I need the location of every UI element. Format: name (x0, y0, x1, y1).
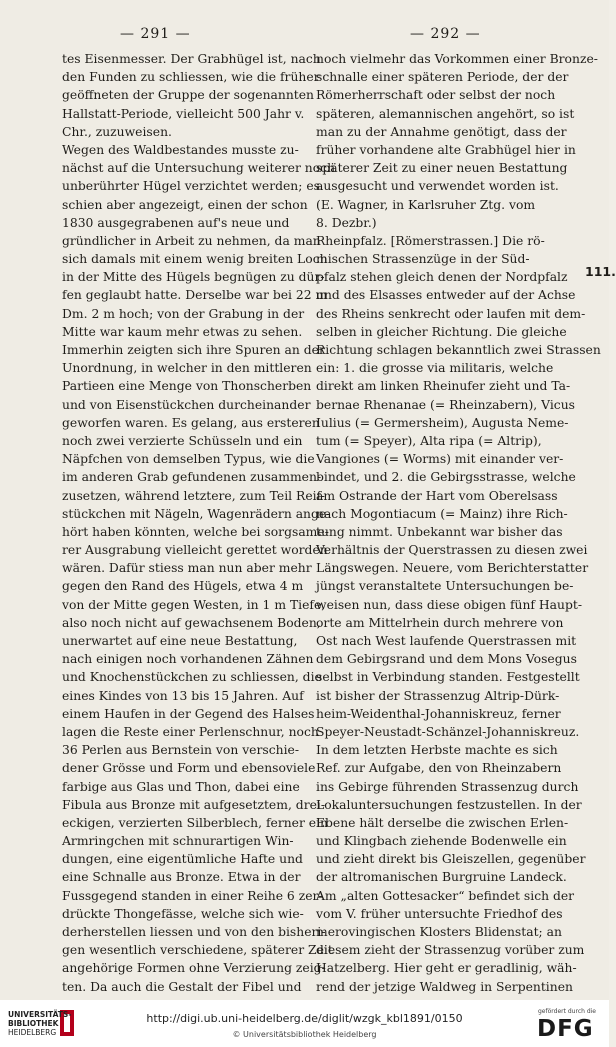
text-line: ein: 1. die grosse via militaris, welche (316, 361, 554, 376)
text-line: Verhältnis der Querstrassen zu diesen zwei (316, 543, 588, 558)
text-line: mischen Strassenzüge in der Süd- (316, 252, 530, 267)
text-line: bernae Rhenanae (= Rheinzabern), Vicus (316, 397, 575, 412)
text-line: fen geglaubt hatte. Derselbe war bei 22 m (62, 288, 328, 303)
text-line: schien aber angezeigt, einen der schon (62, 197, 308, 212)
text-line: Unordnung, in welcher in den mittleren (62, 361, 312, 376)
text-line: hört haben könnten, welche bei sorgsame- (62, 524, 329, 539)
text-line: nächst auf die Untersuchung weiterer noch (62, 161, 336, 176)
text-line: einem Haufen in der Gegend des Halses (62, 706, 315, 721)
text-line: früher vorhandene alte Grabhügel hier in (316, 142, 576, 157)
text-line: eine Schnalle aus Bronze. Etwa in der (62, 870, 301, 885)
text-line: ausgesucht und verwendet worden ist. (316, 179, 559, 194)
text-line: Ref. zur Aufgabe, den von Rheinzabern (316, 761, 562, 776)
text-line: Richtung schlagen bekanntlich zwei Strassen (316, 343, 601, 357)
text-line: Wegen des Waldbestandes musste zu- (62, 142, 299, 157)
text-line: der altromanischen Burgruine Landeck. (316, 870, 567, 885)
text-line: geworfen waren. Es gelang, aus ersteren (62, 415, 320, 430)
page-number-left: — 291 — (120, 26, 191, 42)
text-line: lagen die Reste einer Perlenschnur, noch (62, 724, 319, 739)
text-line: ten. Da auch die Gestalt der Fibel und (62, 979, 302, 994)
text-line: späterer Zeit zu einer neuen Bestattung (316, 161, 568, 176)
library-name-line: BIBLIOTHEK (8, 1019, 59, 1028)
text-line: unerwartet auf eine neue Bestattung, (62, 634, 298, 648)
text-line: bindet, und 2. die Gebirgsstrasse, welche (316, 470, 576, 485)
text-line: im anderen Grab gefundenen zusammen- (62, 470, 322, 485)
page-number-right: — 292 — (410, 26, 481, 42)
text-line: Fussgegend standen in einer Reihe 6 zer- (62, 888, 323, 903)
dfg-logo: DFG (537, 1016, 594, 1042)
text-line: Hatzelberg. Hier geht er geradlinig, wäh- (316, 961, 577, 976)
text-line: 36 Perlen aus Bernstein von verschie- (62, 743, 300, 758)
text-line: Fibula aus Bronze mit aufgesetztem, drei- (62, 797, 326, 812)
text-line: und zieht direkt bis Gleiszellen, gegenüber (316, 852, 586, 867)
text-line: Ost nach West laufende Querstrassen mit (316, 634, 577, 648)
text-line: gegen den Rand des Hügels, etwa 4 m (62, 579, 304, 594)
text-line: ins Gebirge führenden Strassenzug durch (316, 779, 579, 794)
text-line: zusetzen, während letztere, zum Teil Reif- (62, 488, 325, 503)
text-line: den Funden zu schliessen, wie die früher (62, 70, 320, 85)
text-line: Chr., zuzuweisen. (62, 124, 172, 139)
text-line: Ebene hält derselbe die zwischen Erlen- (316, 815, 569, 830)
text-line: Speyer-Neustadt-Schänzel-Johanniskreuz. (316, 724, 580, 739)
text-line: und des Elsasses entweder auf der Achse (316, 288, 576, 303)
page-header (0, 26, 609, 48)
text-line: Mitte war kaum mehr etwas zu sehen. (62, 324, 303, 339)
text-line: noch vielmehr das Vorkommen einer Bronze- (316, 52, 598, 66)
text-line: schnalle einer späteren Periode, der der (316, 70, 569, 85)
text-line: Vangiones (= Worms) mit einander ver- (316, 452, 564, 467)
text-line: dungen, eine eigentümliche Hafte und (62, 852, 303, 867)
text-line: wären. Dafür stiess man nun aber mehr (62, 561, 312, 576)
text-line: und von Eisenstückchen durcheinander (62, 397, 311, 412)
left-text-column (62, 50, 336, 996)
text-line: 1830 ausgegrabenen auf's neue und (62, 215, 290, 230)
text-line: Lokaluntersuchungen festzustellen. In der (316, 797, 582, 812)
text-line: rer Ausgrabung vielleicht gerettet worden (62, 543, 328, 558)
text-line: noch zwei verzierte Schüsseln und ein (62, 433, 303, 448)
text-line: Immerhin zeigten sich ihre Spuren an der (62, 343, 325, 357)
library-name-line: UNIVERSITÄTS- (8, 1010, 72, 1019)
text-line: eines Kindes von 13 bis 15 Jahren. Auf (62, 688, 304, 703)
text-line: des Rheins senkrecht oder laufen mit dem- (316, 306, 586, 321)
text-line: späteren, alemannischen angehört, so ist (316, 106, 575, 121)
text-line: tum (= Speyer), Alta ripa (= Altrip), (316, 433, 542, 448)
funding-note: gefördert durch die (538, 1008, 596, 1015)
text-line: selben in gleicher Richtung. Die gleiche (316, 324, 567, 339)
text-line: direkt am linken Rheinufer zieht und Ta- (316, 379, 571, 394)
text-line: Hallstatt-Periode, vielleicht 500 Jahr v. (62, 106, 305, 121)
text-line: ist bisher der Strassenzug Altrip-Dürk- (316, 688, 560, 703)
text-line: farbige aus Glas und Thon, dabei eine (62, 779, 300, 794)
text-line: eckigen, verzierten Silberblech, ferner ein (62, 815, 329, 830)
copyright-note: © Universitätsbibliothek Heidelberg (232, 1030, 377, 1039)
text-line: Dm. 2 m hoch; von der Grabung in der (62, 306, 305, 321)
text-line: heim-Weidenthal-Johanniskreuz, ferner (316, 706, 561, 721)
text-line: am Ostrande der Hart vom Oberelsass (316, 488, 558, 503)
text-line: unberührter Hügel verzichtet werden; es (62, 179, 320, 194)
text-line: und Klingbach ziehende Bodenwelle ein (316, 834, 567, 849)
text-line: Längswegen. Neuere, vom Berichterstatter (316, 561, 589, 576)
library-name-line: HEIDELBERG (8, 1028, 57, 1037)
text-line: tung nimmt. Unbekannt war bisher das (316, 524, 563, 539)
text-line: diesem zieht der Strassenzug vorüber zum (316, 943, 585, 958)
text-line: sich damals mit einem wenig breiten Loch (62, 252, 328, 267)
text-line: nach einigen noch vorhandenen Zähnen (62, 652, 314, 667)
text-line: selbst in Verbindung standen. Festgestellt (316, 670, 580, 685)
text-line: tes Eisenmesser. Der Grabhügel ist, nach (62, 52, 321, 66)
text-line: gen wesentlich verschiedene, späterer Zeit (62, 943, 333, 958)
text-line: pfalz stehen gleich denen der Nordpfalz (316, 270, 568, 285)
text-line: orte am Mittelrhein durch mehrere von (316, 615, 564, 630)
text-line: angehörige Formen ohne Verzierung zeig- (62, 961, 326, 976)
text-line: weisen nun, dass diese obigen fünf Haupt- (316, 597, 583, 612)
text-line: Partieen eine Menge von Thonscherben (62, 379, 312, 394)
margin-number: 111. (585, 264, 616, 279)
text-line: In dem letzten Herbste machte es sich (316, 743, 558, 758)
text-line: stückchen mit Nägeln, Wagenrädern ange- (62, 506, 331, 521)
text-line: Näpfchen von demselben Typus, wie die (62, 452, 315, 467)
text-line: vom V. früher untersuchte Friedhof des (316, 906, 563, 921)
text-line: geöffneten der Gruppe der sogenannten (62, 88, 315, 103)
text-line: Römerherrschaft oder selbst der noch (316, 88, 556, 103)
text-line: dener Grösse und Form und ebensoviele (62, 761, 316, 776)
footer-bar (0, 1000, 609, 1047)
text-line: man zu der Annahme genötigt, dass der (316, 124, 567, 139)
text-line: von der Mitte gegen Westen, in 1 m Tiefe, (62, 597, 326, 612)
text-line: Armringchen mit schnurartigen Win- (62, 834, 294, 849)
text-line: jüngst veranstaltete Untersuchungen be- (316, 579, 574, 594)
source-url[interactable]: http://digi.ub.uni-heidelberg.de/diglit/wzgk_kbl1891/0150 (146, 1012, 463, 1025)
text-line: nach Mogontiacum (= Mainz) ihre Rich- (316, 506, 568, 521)
text-line: 8. Dezbr.) (316, 215, 377, 230)
text-line: merovingischen Klosters Blidenstat; an (316, 925, 562, 939)
text-line: (E. Wagner, in Karlsruher Ztg. vom (316, 197, 536, 212)
text-line: derherstellen liessen und von den bisheri- (62, 925, 326, 939)
text-line: und Knochenstückchen zu schliessen, die (62, 670, 322, 685)
text-line: also noch nicht auf gewachsenem Boden, (62, 615, 321, 630)
text-line: Am „alten Gottesacker“ befindet sich der (316, 888, 575, 903)
text-line: in der Mitte des Hügels begnügen zu dür- (62, 270, 325, 285)
text-line: drückte Thongefässe, welche sich wie- (62, 906, 304, 921)
text-line: dem Gebirgsrand und dem Mons Vosegus (316, 652, 577, 667)
text-line: rend der jetzige Waldweg in Serpentinen (316, 979, 573, 994)
text-line: gründlicher in Arbeit zu nehmen, da man (62, 233, 321, 248)
text-line: Iulius (= Germersheim), Augusta Neme- (316, 415, 569, 430)
text-line: Rheinpfalz. [Römerstrassen.] Die rö- (316, 233, 545, 248)
